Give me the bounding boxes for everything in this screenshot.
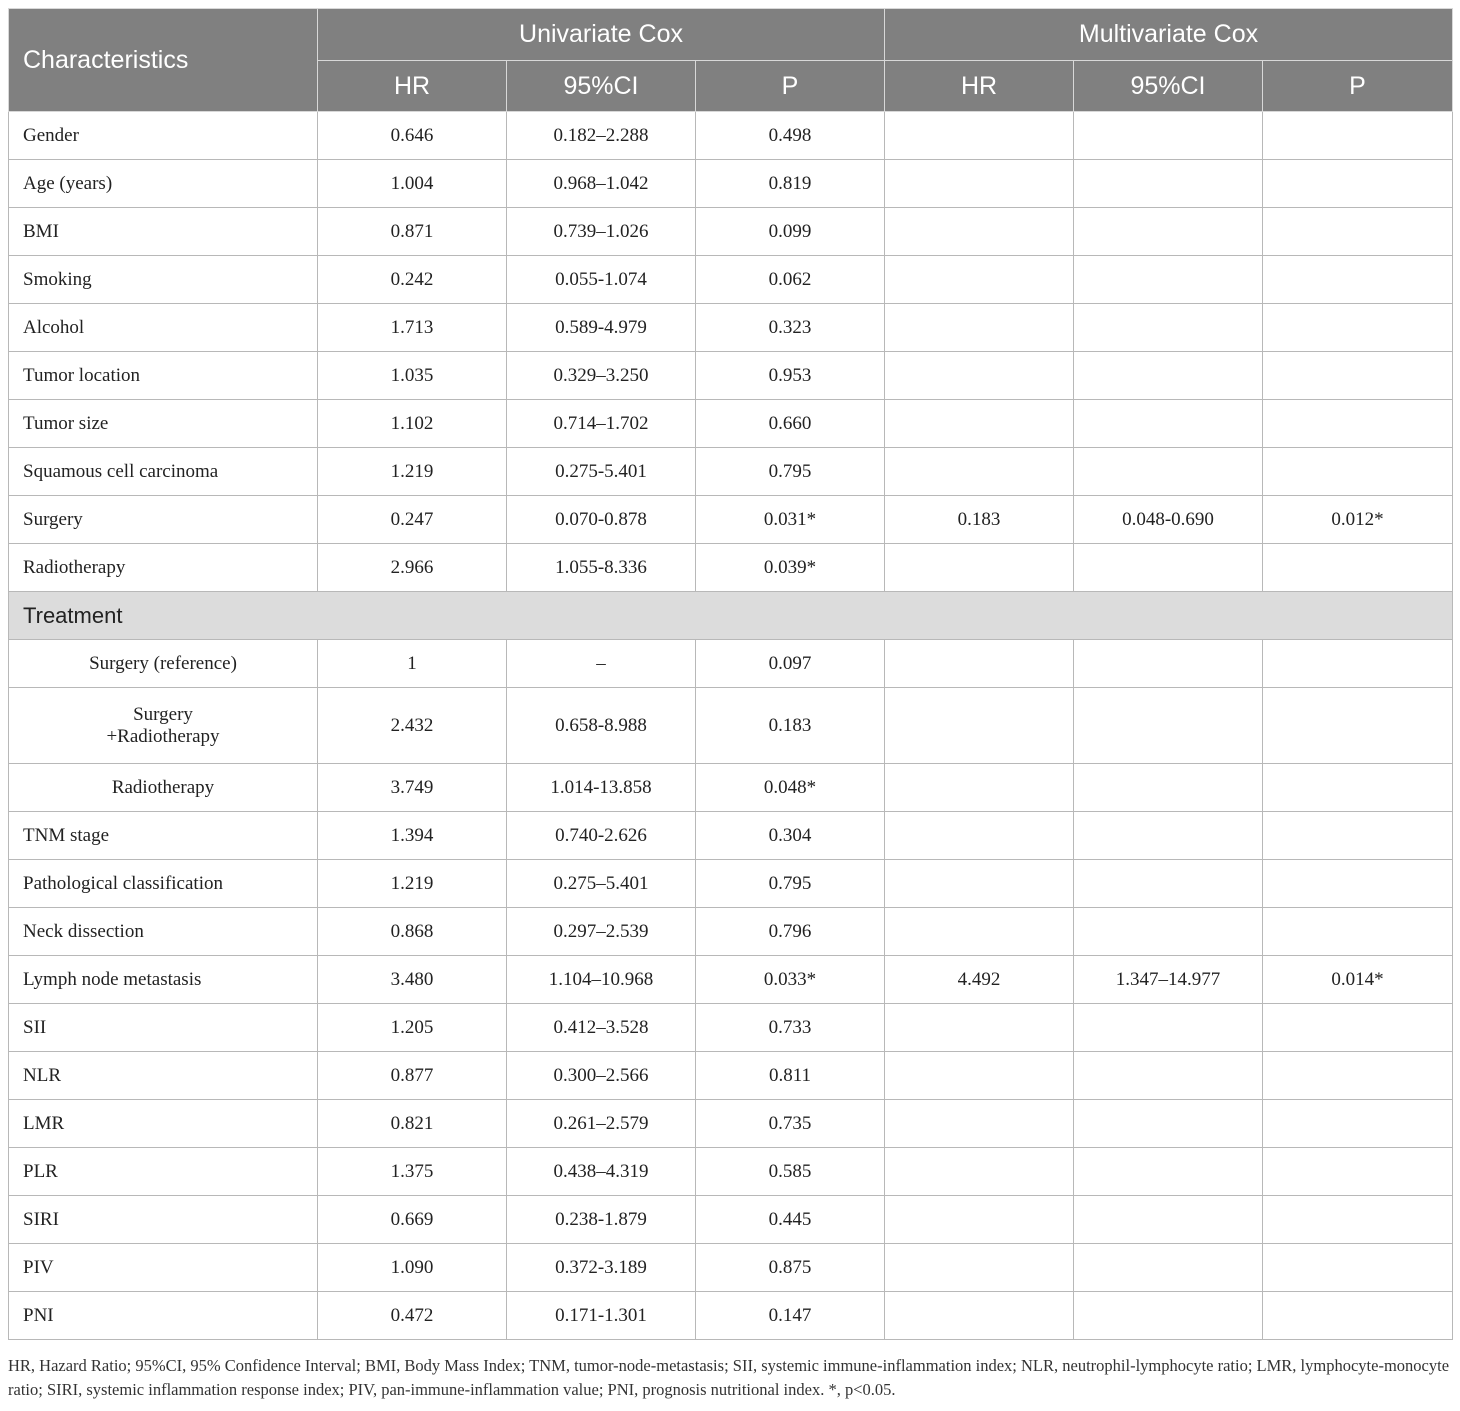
- univariate-ci-cell: 0.070-0.878: [507, 496, 696, 544]
- univariate-p-cell: 0.811: [696, 1052, 885, 1100]
- table-row: [9, 812, 1453, 860]
- multivariate-p-cell: [1263, 1052, 1453, 1100]
- table-body: [9, 112, 1453, 1340]
- multivariate-p-cell: [1263, 448, 1453, 496]
- row-label: PIV: [9, 1244, 318, 1292]
- univariate-p-cell: 0.498: [696, 112, 885, 160]
- univariate-ci-cell: 0.182–2.288: [507, 112, 696, 160]
- univariate-ci-cell: 0.968–1.042: [507, 160, 696, 208]
- multivariate-ci-cell: [1074, 640, 1263, 688]
- univariate-ci-cell: 0.055-1.074: [507, 256, 696, 304]
- univariate-p-cell: 0.048*: [696, 764, 885, 812]
- multivariate-hr-cell: [885, 256, 1074, 304]
- table-row: [9, 208, 1453, 256]
- table-row: [9, 640, 1453, 688]
- univariate-p-cell: 0.304: [696, 812, 885, 860]
- multivariate-ci-cell: [1074, 1052, 1263, 1100]
- multivariate-hr-cell: [885, 160, 1074, 208]
- univariate-ci-cell: 0.372-3.189: [507, 1244, 696, 1292]
- multivariate-p-cell: [1263, 1292, 1453, 1340]
- multivariate-ci-cell: [1074, 764, 1263, 812]
- multivariate-hr-cell: [885, 688, 1074, 764]
- header-univariate-p: P: [696, 61, 885, 112]
- univariate-hr-cell: 1.394: [318, 812, 507, 860]
- univariate-ci-cell: 0.714–1.702: [507, 400, 696, 448]
- table-footnote: HR, Hazard Ratio; 95%CI, 95% Confidence Interval; BMI, Body Mass Index; TNM, tumor-node-metastasis; SII, systemic immune-inflammation index; NLR, neutrophil-lymphocyte ratio; LMR, lymphocyte-monocyte ratio; SIRI, systemic inflammation response index; PIV, pan-immune-inflammation value; PNI, prognosis nutritional index. *, p<0.05.: [8, 1356, 1450, 1399]
- univariate-ci-cell: 1.104–10.968: [507, 956, 696, 1004]
- table-row: [9, 112, 1453, 160]
- univariate-p-cell: 0.323: [696, 304, 885, 352]
- multivariate-ci-cell: [1074, 688, 1263, 764]
- univariate-hr-cell: 0.821: [318, 1100, 507, 1148]
- multivariate-ci-cell: [1074, 352, 1263, 400]
- univariate-hr-cell: 0.646: [318, 112, 507, 160]
- multivariate-p-cell: [1263, 640, 1453, 688]
- multivariate-hr-cell: [885, 1196, 1074, 1244]
- header-univariate-cox: Univariate Cox: [318, 9, 885, 61]
- row-label: LMR: [9, 1100, 318, 1148]
- univariate-hr-cell: 1.205: [318, 1004, 507, 1052]
- multivariate-p-cell: [1263, 1244, 1453, 1292]
- multivariate-ci-cell: [1074, 812, 1263, 860]
- multivariate-hr-cell: [885, 1148, 1074, 1196]
- multivariate-p-cell: [1263, 1100, 1453, 1148]
- table-row: [9, 304, 1453, 352]
- univariate-p-cell: 0.062: [696, 256, 885, 304]
- row-label: Alcohol: [9, 304, 318, 352]
- multivariate-ci-cell: [1074, 256, 1263, 304]
- header-univariate-hr: HR: [318, 61, 507, 112]
- univariate-ci-cell: 0.300–2.566: [507, 1052, 696, 1100]
- univariate-ci-cell: 0.412–3.528: [507, 1004, 696, 1052]
- table-row: [9, 1100, 1453, 1148]
- table-row: [9, 860, 1453, 908]
- multivariate-p-cell: [1263, 208, 1453, 256]
- table-row: [9, 496, 1453, 544]
- row-label: Smoking: [9, 256, 318, 304]
- univariate-hr-cell: 1.375: [318, 1148, 507, 1196]
- table-row: [9, 1292, 1453, 1340]
- univariate-hr-cell: 0.472: [318, 1292, 507, 1340]
- table-row: [9, 1148, 1453, 1196]
- multivariate-p-cell: [1263, 908, 1453, 956]
- table-row: [9, 764, 1453, 812]
- multivariate-p-cell: [1263, 860, 1453, 908]
- multivariate-ci-cell: [1074, 860, 1263, 908]
- univariate-hr-cell: 1.090: [318, 1244, 507, 1292]
- table-row: [9, 400, 1453, 448]
- table-row: [9, 688, 1453, 764]
- table-row: [9, 160, 1453, 208]
- univariate-hr-cell: 0.669: [318, 1196, 507, 1244]
- multivariate-hr-cell: [885, 352, 1074, 400]
- multivariate-ci-cell: [1074, 208, 1263, 256]
- multivariate-hr-cell: [885, 908, 1074, 956]
- univariate-ci-cell: 0.275–5.401: [507, 860, 696, 908]
- multivariate-hr-cell: 0.183: [885, 496, 1074, 544]
- univariate-p-cell: 0.733: [696, 1004, 885, 1052]
- univariate-hr-cell: 3.749: [318, 764, 507, 812]
- header-univariate-ci: 95%CI: [507, 61, 696, 112]
- multivariate-p-cell: [1263, 1196, 1453, 1244]
- table-row: [9, 256, 1453, 304]
- multivariate-ci-cell: [1074, 1244, 1263, 1292]
- multivariate-hr-cell: [885, 812, 1074, 860]
- multivariate-p-cell: [1263, 1148, 1453, 1196]
- multivariate-hr-cell: [885, 860, 1074, 908]
- univariate-ci-cell: 0.438–4.319: [507, 1148, 696, 1196]
- univariate-ci-cell: 0.739–1.026: [507, 208, 696, 256]
- table-row: [9, 352, 1453, 400]
- univariate-hr-cell: 1: [318, 640, 507, 688]
- univariate-p-cell: 0.585: [696, 1148, 885, 1196]
- row-label: Surgery: [9, 496, 318, 544]
- row-label: Gender: [9, 112, 318, 160]
- univariate-p-cell: 0.875: [696, 1244, 885, 1292]
- univariate-hr-cell: 1.035: [318, 352, 507, 400]
- univariate-ci-cell: –: [507, 640, 696, 688]
- table-row: [9, 956, 1453, 1004]
- row-label: Squamous cell carcinoma: [9, 448, 318, 496]
- row-label: TNM stage: [9, 812, 318, 860]
- multivariate-p-cell: [1263, 812, 1453, 860]
- multivariate-ci-cell: [1074, 448, 1263, 496]
- univariate-hr-cell: 1.004: [318, 160, 507, 208]
- multivariate-ci-cell: [1074, 112, 1263, 160]
- row-label: Neck dissection: [9, 908, 318, 956]
- univariate-hr-cell: 0.242: [318, 256, 507, 304]
- multivariate-hr-cell: [885, 640, 1074, 688]
- multivariate-hr-cell: [885, 764, 1074, 812]
- univariate-ci-cell: 0.589-4.979: [507, 304, 696, 352]
- table-row: [9, 544, 1453, 592]
- header-multivariate-hr: HR: [885, 61, 1074, 112]
- univariate-ci-cell: 1.055-8.336: [507, 544, 696, 592]
- header-multivariate-cox: Multivariate Cox: [885, 9, 1453, 61]
- table-row: [9, 1052, 1453, 1100]
- multivariate-hr-cell: [885, 1292, 1074, 1340]
- table-row: [9, 1244, 1453, 1292]
- univariate-ci-cell: 0.740-2.626: [507, 812, 696, 860]
- multivariate-p-cell: [1263, 764, 1453, 812]
- multivariate-hr-cell: [885, 208, 1074, 256]
- multivariate-p-cell: 0.014*: [1263, 956, 1453, 1004]
- univariate-hr-cell: 2.432: [318, 688, 507, 764]
- univariate-ci-cell: 0.261–2.579: [507, 1100, 696, 1148]
- multivariate-ci-cell: [1074, 160, 1263, 208]
- univariate-hr-cell: 0.877: [318, 1052, 507, 1100]
- row-label: Surgery (reference): [9, 640, 318, 688]
- row-label: Radiotherapy: [9, 544, 318, 592]
- row-label: SII: [9, 1004, 318, 1052]
- row-label: Age (years): [9, 160, 318, 208]
- multivariate-ci-cell: [1074, 1004, 1263, 1052]
- multivariate-hr-cell: [885, 304, 1074, 352]
- univariate-ci-cell: 0.238-1.879: [507, 1196, 696, 1244]
- row-label: PLR: [9, 1148, 318, 1196]
- table-row: [9, 1196, 1453, 1244]
- multivariate-hr-cell: [885, 544, 1074, 592]
- univariate-hr-cell: 1.219: [318, 860, 507, 908]
- univariate-p-cell: 0.660: [696, 400, 885, 448]
- univariate-p-cell: 0.819: [696, 160, 885, 208]
- multivariate-hr-cell: [885, 1052, 1074, 1100]
- row-label: Pathological classification: [9, 860, 318, 908]
- univariate-p-cell: 0.097: [696, 640, 885, 688]
- table-row: [9, 448, 1453, 496]
- multivariate-p-cell: [1263, 544, 1453, 592]
- header-characteristics: Characteristics: [9, 9, 318, 112]
- univariate-hr-cell: 3.480: [318, 956, 507, 1004]
- univariate-p-cell: 0.796: [696, 908, 885, 956]
- multivariate-hr-cell: [885, 1100, 1074, 1148]
- row-label: Radiotherapy: [9, 764, 318, 812]
- univariate-hr-cell: 0.247: [318, 496, 507, 544]
- row-label: Tumor location: [9, 352, 318, 400]
- row-label: SIRI: [9, 1196, 318, 1244]
- row-label: BMI: [9, 208, 318, 256]
- multivariate-p-cell: [1263, 256, 1453, 304]
- univariate-hr-cell: 1.219: [318, 448, 507, 496]
- univariate-hr-cell: 2.966: [318, 544, 507, 592]
- multivariate-p-cell: [1263, 688, 1453, 764]
- multivariate-p-cell: [1263, 112, 1453, 160]
- row-label: Tumor size: [9, 400, 318, 448]
- univariate-ci-cell: 0.275-5.401: [507, 448, 696, 496]
- header-multivariate-p: P: [1263, 61, 1453, 112]
- multivariate-hr-cell: 4.492: [885, 956, 1074, 1004]
- multivariate-p-cell: 0.012*: [1263, 496, 1453, 544]
- multivariate-ci-cell: [1074, 400, 1263, 448]
- univariate-hr-cell: 0.871: [318, 208, 507, 256]
- multivariate-p-cell: [1263, 160, 1453, 208]
- row-label: Lymph node metastasis: [9, 956, 318, 1004]
- univariate-ci-cell: 0.171-1.301: [507, 1292, 696, 1340]
- univariate-p-cell: 0.033*: [696, 956, 885, 1004]
- univariate-hr-cell: 1.102: [318, 400, 507, 448]
- table-row: [9, 908, 1453, 956]
- multivariate-p-cell: [1263, 352, 1453, 400]
- multivariate-ci-cell: [1074, 304, 1263, 352]
- multivariate-ci-cell: [1074, 1148, 1263, 1196]
- multivariate-ci-cell: [1074, 1100, 1263, 1148]
- univariate-p-cell: 0.795: [696, 448, 885, 496]
- univariate-ci-cell: 0.329–3.250: [507, 352, 696, 400]
- univariate-p-cell: 0.953: [696, 352, 885, 400]
- row-label: Surgery +Radiotherapy: [9, 688, 318, 764]
- multivariate-ci-cell: [1074, 1196, 1263, 1244]
- univariate-p-cell: 0.099: [696, 208, 885, 256]
- row-label: NLR: [9, 1052, 318, 1100]
- univariate-ci-cell: 1.014-13.858: [507, 764, 696, 812]
- multivariate-p-cell: [1263, 1004, 1453, 1052]
- multivariate-p-cell: [1263, 304, 1453, 352]
- multivariate-ci-cell: [1074, 1292, 1263, 1340]
- multivariate-ci-cell: 0.048-0.690: [1074, 496, 1263, 544]
- multivariate-ci-cell: [1074, 908, 1263, 956]
- multivariate-hr-cell: [885, 1004, 1074, 1052]
- univariate-p-cell: 0.445: [696, 1196, 885, 1244]
- univariate-p-cell: 0.183: [696, 688, 885, 764]
- univariate-hr-cell: 1.713: [318, 304, 507, 352]
- section-row: [9, 592, 1453, 640]
- univariate-ci-cell: 0.658-8.988: [507, 688, 696, 764]
- header-row-groups: [9, 9, 1453, 61]
- multivariate-hr-cell: [885, 400, 1074, 448]
- multivariate-hr-cell: [885, 1244, 1074, 1292]
- multivariate-ci-cell: 1.347–14.977: [1074, 956, 1263, 1004]
- multivariate-hr-cell: [885, 448, 1074, 496]
- univariate-ci-cell: 0.297–2.539: [507, 908, 696, 956]
- multivariate-hr-cell: [885, 112, 1074, 160]
- cox-regression-table: [8, 8, 1453, 1340]
- header-multivariate-ci: 95%CI: [1074, 61, 1263, 112]
- row-label: PNI: [9, 1292, 318, 1340]
- univariate-p-cell: 0.735: [696, 1100, 885, 1148]
- section-label: Treatment: [9, 592, 1453, 640]
- univariate-p-cell: 0.031*: [696, 496, 885, 544]
- univariate-p-cell: 0.039*: [696, 544, 885, 592]
- univariate-hr-cell: 0.868: [318, 908, 507, 956]
- univariate-p-cell: 0.795: [696, 860, 885, 908]
- univariate-p-cell: 0.147: [696, 1292, 885, 1340]
- multivariate-p-cell: [1263, 400, 1453, 448]
- table-row: [9, 1004, 1453, 1052]
- multivariate-ci-cell: [1074, 544, 1263, 592]
